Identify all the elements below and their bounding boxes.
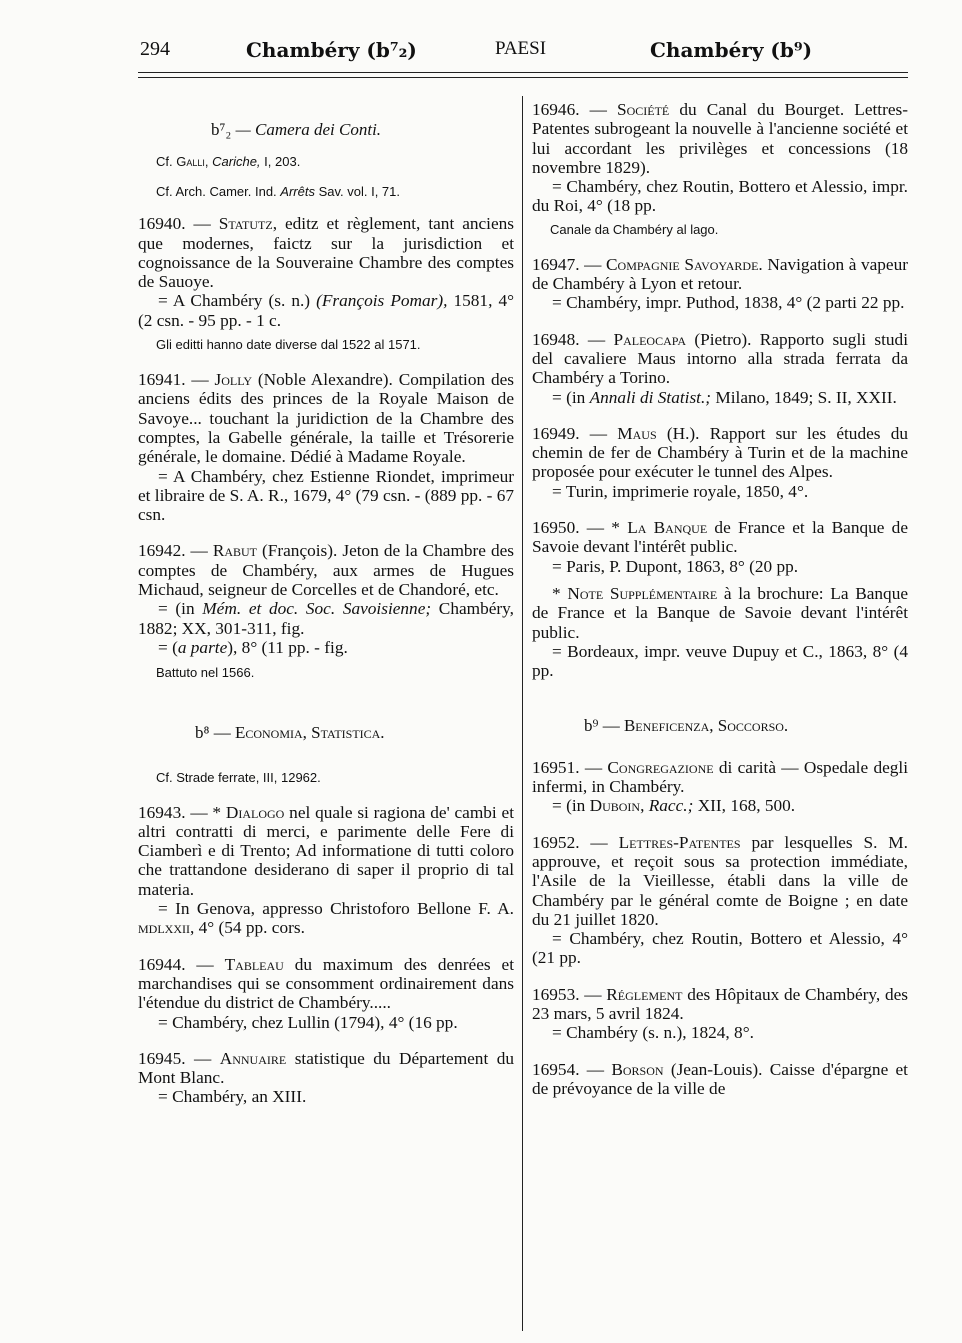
imprint: = Chambéry, an XIII. xyxy=(158,1087,307,1107)
right-column xyxy=(532,96,908,1098)
cross-reference: Cf. Galli, Cariche, I, 203. xyxy=(156,154,301,170)
imprint: = (in Mém. et doc. Soc. Savoisienne; Chambéry, 1882; XX, 301-311, fig. xyxy=(138,599,514,638)
imprint: = Chambéry, chez Lullin (1794), 4° (16 pp. xyxy=(158,1012,458,1032)
entry-16943: 16943. — * Dialogo nel quale si ragiona de' cambi et altri contratti di merci, e parimente delle Fere di Ciamberì e di Trento; Ad informatione di tutti coloro che trattandone desiderano di saper il proprio di tal materia. = In Genova, appresso Christoforo Bellone F. A. mdlxxii, 4° (54 pp. cors. xyxy=(138,802,514,938)
entry-16953: 16953. — Réglement des Hôpitaux de Chambéry, des 23 mars, 5 avril 1824. = Chambéry (s. n.), 1824, 8°. xyxy=(532,984,908,1043)
cross-reference: Cf. Strade ferrate, III, 12962. xyxy=(156,769,321,785)
entry-16941: 16941. — Jolly (Noble Alexandre). Compilation des anciens édits des princes de la Royale Maison de Savoye... touchant la juridiction de la Chambre des comptes, la Gabelle générale, la taille et Trésorerie générale, le domaine. Dédié à Madame Royale. = A Chambéry, chez Estienne Riondet, imprimeur et libraire de S. A. R., 1679, 4° (79 csn. - (889 pp. - 67 csn. xyxy=(138,370,515,525)
header-right-title: Chambéry (b⁹) xyxy=(650,38,813,62)
entry-16946: 16946. — Société du Canal du Bourget. Lettres-Patentes subrogeant la nouvelle à l'ancienne société et lui accordant les privilèges et concessions (18 novembre 1829). = Chambéry, chez Routin, Bottero et Alessio, impr. du Roi, 4° (18 pp. Canale da Chambéry al lago. xyxy=(532,100,908,237)
entry-16947: 16947. — Compagnie Savoyarde. Navigation à vapeur de Chambéry à Lyon et retour. = Chambéry, impr. Puthod, 1838, 4° (2 parti 22 pp. xyxy=(532,254,909,313)
entry-16945: 16945. — Annuaire statistique du Département du Mont Blanc. = Chambéry, an XIII. xyxy=(138,1048,514,1107)
header-center-title: PAESI xyxy=(495,38,547,59)
imprint: = A Chambéry (s. n.) (François Pomar), 1581, 4° (2 csn. - 95 pp. - 1 c. xyxy=(138,291,514,330)
column-divider xyxy=(522,96,523,1331)
entry-16951: 16951. — Congregazione di carità — Ospedale degli infermi, in Chambéry. = (in Duboin, Racc.; XII, 168, 500. xyxy=(532,757,908,816)
section-heading-b9: b⁹ — Beneficenza, Soccorso. xyxy=(584,716,789,736)
entry-16944: 16944. — Tableau du maximum des denrées et marchandises qui se consomment ordinairement dans l'étendue du district de Chambéry..... = Chambéry, chez Lullin (1794), 4° (16 pp. xyxy=(138,954,515,1032)
section-heading-b7-2: b⁷₂ — Camera dei Conti. xyxy=(211,120,382,139)
imprint: = Paris, P. Dupont, 1863, 8° (20 pp. xyxy=(552,556,799,576)
imprint: = (in Duboin, Racc.; XII, 168, 500. xyxy=(552,796,796,816)
header-rule-top xyxy=(138,72,908,73)
entry-16952: 16952. — Lettres-Patentes par lesquelles S. M. approuve, et reçoit sous sa protection immédiate, l'Asile de la Vieillesse, établi dans la ville de Chambéry par le général comte de Boigne ; en date du 21 juillet 1820. = Chambéry, chez Routin, Bottero et Alessio, 4° (21 pp. xyxy=(532,832,908,968)
entry-16949: 16949. — Maus (H.). Rapport sur les études du chemin de fer de Chambéry à Turin et de la machine proposée pour exécuter le tunnel des Alpes. = Turin, imprimerie royale, 1850, 4°. xyxy=(532,423,908,501)
left-column xyxy=(138,96,514,1107)
entry-16940: 16940. — Statutz, editz et règlement, tant anciens que modernes, faictz sur la jurisdiction et cognoissance de la Souveraine Chambre des comptes de Sauoye. = A Chambéry (s. n.) (François Pomar), 1581, 4° (2 csn. - 95 pp. - 1 c. Gli editti hanno date diverse dal 1522 al 1571. xyxy=(138,214,515,353)
imprint: = Chambéry, chez Routin, Bottero et Alessio, impr. du Roi, 4° (18 pp. xyxy=(532,177,908,216)
supplementary-note: * Note Supplémentaire à la brochure: La Banque de France et la Banque de Savoie devant l'intérêt public. xyxy=(532,583,909,642)
page-number: 294 xyxy=(140,38,170,60)
imprint: = (in Annali di Statist.; Milano, 1849; S. II, XXII. xyxy=(552,387,897,407)
entry-16950: 16950. — * La Banque de France et la Banque de Savoie devant l'intérêt public. = Paris, P. Dupont, 1863, 8° (20 pp. * Note Supplémentaire à la brochure: La Banque de France et la Banque de Savoie devant l'intérêt public. = Bordeaux, impr. veuve Dupuy et C., 1863, 8° (4 pp. xyxy=(532,518,909,681)
entry-note: Battuto nel 1566. xyxy=(156,665,255,681)
imprint: = Chambéry (s. n.), 1824, 8°. xyxy=(552,1023,754,1043)
entry-note: Canale da Chambéry al lago. xyxy=(550,221,719,237)
entry-note: Gli editti hanno date diverse dal 1522 al 1571. xyxy=(156,337,421,353)
imprint: = Bordeaux, impr. veuve Dupuy et C., 1863, 8° (4 pp. xyxy=(532,641,908,681)
entry-16954: 16954. — Borson (Jean-Louis). Caisse d'épargne et de prévoyance de la ville de xyxy=(532,1059,908,1098)
entry-16948: 16948. — Paleocapa (Pietro). Rapporto sugli studi del cavaliere Maus intorno alla strada ferrata da Chambéry a Torino. = (in Annali di Statist.; Milano, 1849; S. II, XXII. xyxy=(532,329,908,407)
cross-reference: Cf. Arch. Camer. Ind. Arrêts Sav. vol. I, 71. xyxy=(156,184,400,200)
imprint: = Chambéry, impr. Puthod, 1838, 4° (2 parti 22 pp. xyxy=(552,293,905,313)
entry-16942: 16942. — Rabut (François). Jeton de la Chambre des comptes de Chambéry, aux armes de Hugues Michaud, seigneur de Corcelles et de Chandoré, etc. = (in Mém. et doc. Soc. Savoisienne; Chambéry, 1882; XX, 301-311, fig. = (a parte), 8° (11 pp. - fig. Battuto nel 1566. xyxy=(138,541,514,681)
imprint: = Chambéry, chez Routin, Bottero et Alessio, 4° (21 pp. xyxy=(532,929,908,968)
header-rule-bottom xyxy=(138,77,908,78)
header-left-title: Chambéry (b⁷₂) xyxy=(246,38,417,62)
imprint: = Turin, imprimerie royale, 1850, 4°. xyxy=(552,481,809,501)
imprint-offprint: = (a parte), 8° (11 pp. - fig. xyxy=(158,637,348,657)
imprint: = A Chambéry, chez Estienne Riondet, imprimeur et libraire de S. A. R., 1679, 4° (79 csn. - (889 pp. - 67 csn. xyxy=(138,466,515,525)
section-heading-b8: b⁸ — Economia, Statistica. xyxy=(195,723,385,743)
imprint: = In Genova, appresso Christoforo Bellone F. A. mdlxxii, 4° (54 pp. cors. xyxy=(138,899,514,938)
